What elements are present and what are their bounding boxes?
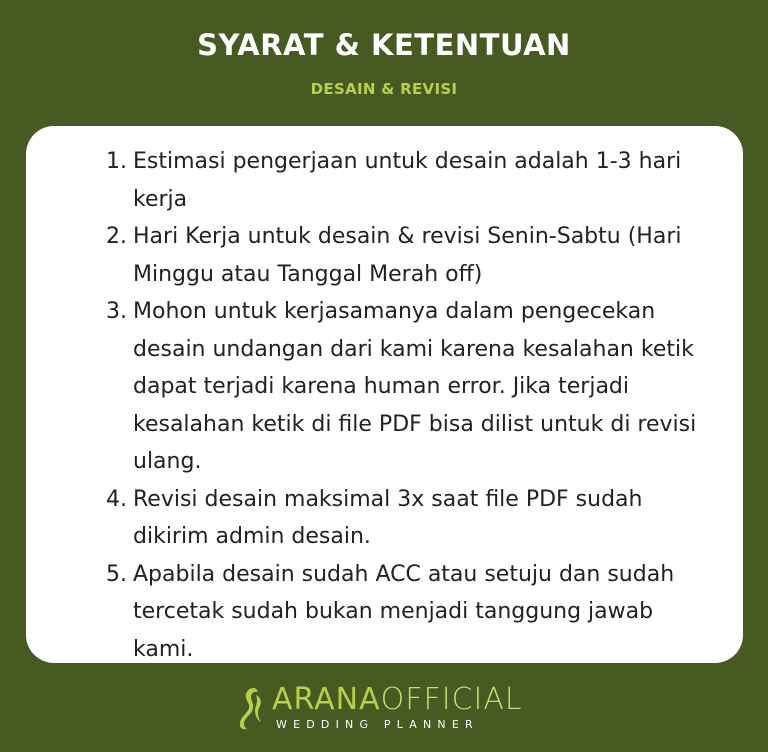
term-text: Mohon untuk kerjasamanya dalam pengecekan desain undangan dari kami karena kesalahan ketik dapat terjadi karena human error. Jika terjadi kesalahan ketik di file PDF bisa dilist untuk di revisi ulang. [133, 299, 697, 474]
page-subtitle: DESAIN & REVISI [310, 80, 458, 98]
term-number: 4. [106, 486, 127, 512]
brand-tagline: WEDDING PLANNER [276, 718, 479, 731]
brand-word-light: OFFICIAL [380, 682, 523, 717]
term-item-5 [106, 556, 706, 669]
brand-word-strong: ARANA [272, 682, 381, 717]
terms-list [106, 143, 706, 668]
term-text: Apabila desain sudah ACC atau setuju dan sudah tercetak sudah bukan menjadi tanggung jawab kami. [133, 561, 675, 662]
brand-logo [234, 683, 534, 733]
term-item-4 [106, 481, 706, 556]
page-title: SYARAT & KETENTUAN [197, 28, 571, 62]
term-number: 1. [106, 149, 127, 174]
bride-silhouette-icon [234, 685, 268, 731]
term-number: 3. [106, 299, 127, 324]
term-item-2 [106, 218, 706, 293]
terms-card [26, 126, 743, 663]
term-item-1 [106, 143, 706, 218]
term-item-3 [106, 293, 706, 481]
term-text: Revisi desain maksimal 3x saat file PDF sudah dikirim admin desain. [133, 486, 643, 549]
term-number: 2. [106, 224, 127, 249]
term-text: Estimasi pengerjaan untuk desain adalah 1-3 hari kerja [133, 149, 682, 212]
term-number: 5. [106, 561, 127, 587]
brand-wordmark [272, 683, 523, 717]
term-text: Hari Kerja untuk desain & revisi Senin-Sabtu (Hari Minggu atau Tanggal Merah off) [133, 224, 682, 287]
